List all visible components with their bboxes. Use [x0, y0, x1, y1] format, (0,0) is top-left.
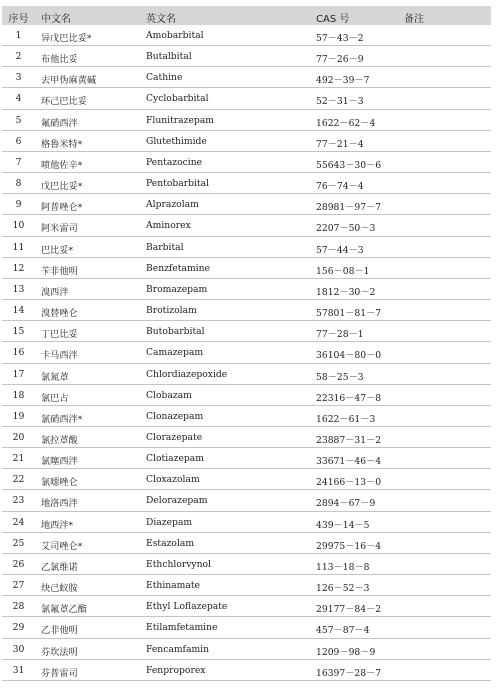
chinese-name: 氯噻西泮 — [41, 456, 78, 468]
cas-number: 76－74－4 — [316, 181, 364, 193]
row-number: 6 — [15, 135, 22, 147]
cas-number: 77－21－4 — [316, 138, 364, 150]
header-english-name: 英文名 — [146, 14, 176, 25]
table-header — [2, 6, 491, 25]
english-name: Ethyl Loflazepate — [146, 601, 228, 613]
chinese-name: 喷他佐辛* — [41, 159, 83, 171]
table-row — [2, 660, 491, 681]
english-name: Glutethimide — [146, 135, 207, 147]
english-name: Barbital — [146, 241, 184, 253]
table-row — [2, 46, 491, 67]
chinese-name: 氯巴占 — [41, 392, 69, 404]
cas-number: 77－26－9 — [316, 54, 364, 66]
chinese-name: 苄非他明 — [41, 265, 78, 277]
table-row — [2, 300, 491, 321]
cas-number: 2207－50－3 — [316, 223, 376, 235]
cas-number: 28981－97－7 — [316, 202, 382, 214]
row-number: 20 — [12, 431, 25, 443]
row-number: 21 — [12, 453, 25, 465]
row-number: 1 — [15, 30, 22, 41]
english-name: Aminorex — [146, 220, 191, 232]
cas-number: 1812－30－2 — [316, 286, 376, 298]
table-row — [2, 110, 491, 131]
chinese-name: 异戊巴比妥* — [41, 33, 92, 44]
chinese-name: 芬坎法明 — [41, 646, 78, 658]
english-name: Cloxazolam — [146, 474, 200, 486]
chinese-name: 乙非他明 — [41, 625, 78, 637]
substance-table — [2, 6, 491, 681]
cas-number: 439－14－5 — [316, 519, 370, 531]
english-name: Chlordiazepoxide — [146, 368, 228, 380]
chinese-name: 氯硝西泮* — [41, 413, 83, 425]
chinese-name: 氯氟䓬乙酯 — [41, 604, 87, 616]
table-row — [2, 25, 491, 46]
english-name: Ethchlorvynol — [146, 558, 212, 570]
chinese-name: 阿普唑仑* — [41, 202, 83, 214]
english-name: Bromazepam — [146, 283, 208, 295]
english-name: Cyclobarbital — [146, 93, 209, 105]
table-row — [2, 448, 491, 469]
cas-number: 156－08－1 — [316, 265, 370, 277]
chinese-name: 溴西泮 — [41, 286, 69, 298]
table-row — [2, 258, 491, 279]
english-name: Butobarbital — [146, 326, 205, 338]
english-name: Fenproporex — [146, 664, 206, 676]
table-row — [2, 639, 491, 660]
header-cas-number: CAS 号 — [316, 14, 350, 25]
english-name: Butalbital — [146, 51, 192, 63]
cas-number: 57801－81－7 — [316, 308, 382, 320]
row-number: 4 — [15, 93, 22, 105]
cas-number: 2894－67－9 — [316, 498, 376, 510]
row-number: 12 — [12, 262, 25, 274]
cas-number: 36104－80－0 — [316, 350, 382, 362]
english-name: Benzfetamine — [146, 262, 210, 274]
cas-number: 113－18－8 — [316, 561, 370, 573]
row-number: 30 — [12, 643, 25, 655]
chinese-name: 艾司唑仑* — [41, 540, 83, 552]
row-number: 7 — [15, 156, 22, 168]
chinese-name: 去甲伪麻黄碱 — [41, 75, 97, 87]
chinese-name: 格鲁米特* — [41, 138, 83, 150]
row-number: 2 — [15, 51, 22, 63]
cas-number: 22316－47－8 — [316, 392, 382, 404]
cas-number: 57－43－2 — [316, 33, 364, 44]
chinese-name: 氯氮䓬 — [41, 371, 69, 383]
table-row — [2, 617, 491, 638]
table-row — [2, 512, 491, 533]
cas-number: 492－39－7 — [316, 75, 370, 87]
english-name: Pentazocine — [146, 156, 203, 168]
table-row — [2, 321, 491, 342]
english-name: Alprazolam — [146, 199, 199, 211]
english-name: Brotizolam — [146, 305, 197, 317]
cas-number: 77－28－1 — [316, 329, 364, 341]
cas-number: 457－87－4 — [316, 625, 370, 637]
table-row — [2, 533, 491, 554]
english-name: Fencamfamin — [146, 643, 210, 655]
table-row — [2, 67, 491, 88]
cas-number: 57－44－3 — [316, 244, 364, 256]
row-number: 29 — [12, 622, 25, 634]
cas-number: 1209－98－9 — [316, 646, 376, 658]
table-row — [2, 131, 491, 152]
row-number: 3 — [15, 72, 22, 84]
row-number: 18 — [12, 389, 25, 401]
chinese-name: 地西泮* — [41, 519, 74, 531]
row-number: 15 — [12, 326, 25, 338]
english-name: Cathine — [146, 72, 183, 84]
row-number: 10 — [12, 220, 25, 232]
row-number: 25 — [12, 537, 25, 549]
english-name: Delorazepam — [146, 495, 208, 507]
chinese-name: 氟硝西泮 — [41, 117, 78, 129]
chinese-name: 氯噁唑仑 — [41, 477, 78, 489]
row-number: 13 — [12, 283, 25, 295]
table-row — [2, 152, 491, 173]
row-number: 23 — [12, 495, 25, 507]
chinese-name: 乙氯维诺 — [41, 561, 78, 573]
chinese-name: 氯拉䓬酸 — [41, 434, 78, 446]
table-row — [2, 385, 491, 406]
table-body — [2, 25, 491, 681]
row-number: 14 — [12, 305, 25, 317]
cas-number: 52－31－3 — [316, 96, 364, 108]
cas-number: 23887－31－2 — [316, 434, 382, 446]
cas-number: 29975－16－4 — [316, 540, 382, 552]
chinese-name: 环己巴比妥 — [41, 96, 87, 108]
row-number: 8 — [15, 178, 22, 190]
cas-number: 55643－30－6 — [316, 159, 382, 171]
english-name: Diazepam — [146, 516, 193, 528]
table-row — [2, 554, 491, 575]
english-name: Clotiazepam — [146, 453, 204, 465]
chinese-name: 丁巴比妥 — [41, 329, 78, 341]
cas-number: 29177－84－2 — [316, 604, 382, 616]
row-number: 27 — [12, 580, 25, 592]
table-row — [2, 364, 491, 385]
english-name: Camazepam — [146, 347, 204, 359]
header-chinese-name: 中文名 — [41, 14, 71, 25]
row-number: 26 — [12, 558, 25, 570]
english-name: Clorazepate — [146, 431, 203, 443]
english-name: Etilamfetamine — [146, 622, 218, 634]
chinese-name: 戊巴比妥* — [41, 181, 83, 193]
cas-number: 16397－28－7 — [316, 667, 382, 679]
table-row — [2, 427, 491, 448]
table-row — [2, 406, 491, 427]
table-row — [2, 490, 491, 511]
row-number: 24 — [12, 516, 25, 528]
table-row — [2, 237, 491, 258]
chinese-name: 溴替唑仑 — [41, 308, 78, 320]
chinese-name: 炔己蚁胺 — [41, 583, 78, 595]
chinese-name: 巴比妥* — [41, 244, 74, 256]
table-row — [2, 342, 491, 363]
cas-number: 1622－62－4 — [316, 117, 376, 129]
table-row — [2, 215, 491, 236]
english-name: Pentobarbital — [146, 178, 210, 190]
chinese-name: 卡马西泮 — [41, 350, 78, 362]
chinese-name: 地洛西泮 — [41, 498, 78, 510]
row-number: 19 — [12, 410, 25, 422]
row-number: 22 — [12, 474, 25, 486]
english-name: Clobazam — [146, 389, 192, 401]
row-number: 11 — [12, 241, 25, 253]
table-row — [2, 575, 491, 596]
table-row — [2, 88, 491, 109]
row-number: 17 — [12, 368, 25, 380]
cas-number: 33671－46－4 — [316, 456, 382, 468]
english-name: Ethinamate — [146, 580, 200, 592]
chinese-name: 芬普雷司 — [41, 667, 78, 679]
row-number: 5 — [15, 114, 22, 126]
cas-number: 1622－61－3 — [316, 413, 376, 425]
row-number: 28 — [12, 601, 25, 613]
cas-number: 58－25－3 — [316, 371, 364, 383]
header-notes: 备注 — [404, 14, 424, 25]
table-row — [2, 173, 491, 194]
english-name: Flunitrazepam — [146, 114, 214, 126]
row-number: 31 — [12, 664, 25, 676]
row-number: 9 — [15, 199, 22, 211]
english-name: Clonazepam — [146, 410, 204, 422]
english-name: Estazolam — [146, 537, 195, 549]
english-name: Amobarbital — [146, 30, 204, 41]
table-row — [2, 279, 491, 300]
chinese-name: 阿米雷司 — [41, 223, 78, 235]
table-row — [2, 469, 491, 490]
cas-number: 126－52－3 — [316, 583, 370, 595]
table-row — [2, 194, 491, 215]
row-number: 16 — [12, 347, 25, 359]
table-row — [2, 596, 491, 617]
chinese-name: 布他比妥 — [41, 54, 78, 66]
header-no: 序号 — [8, 14, 29, 25]
cas-number: 24166－13－0 — [316, 477, 382, 489]
